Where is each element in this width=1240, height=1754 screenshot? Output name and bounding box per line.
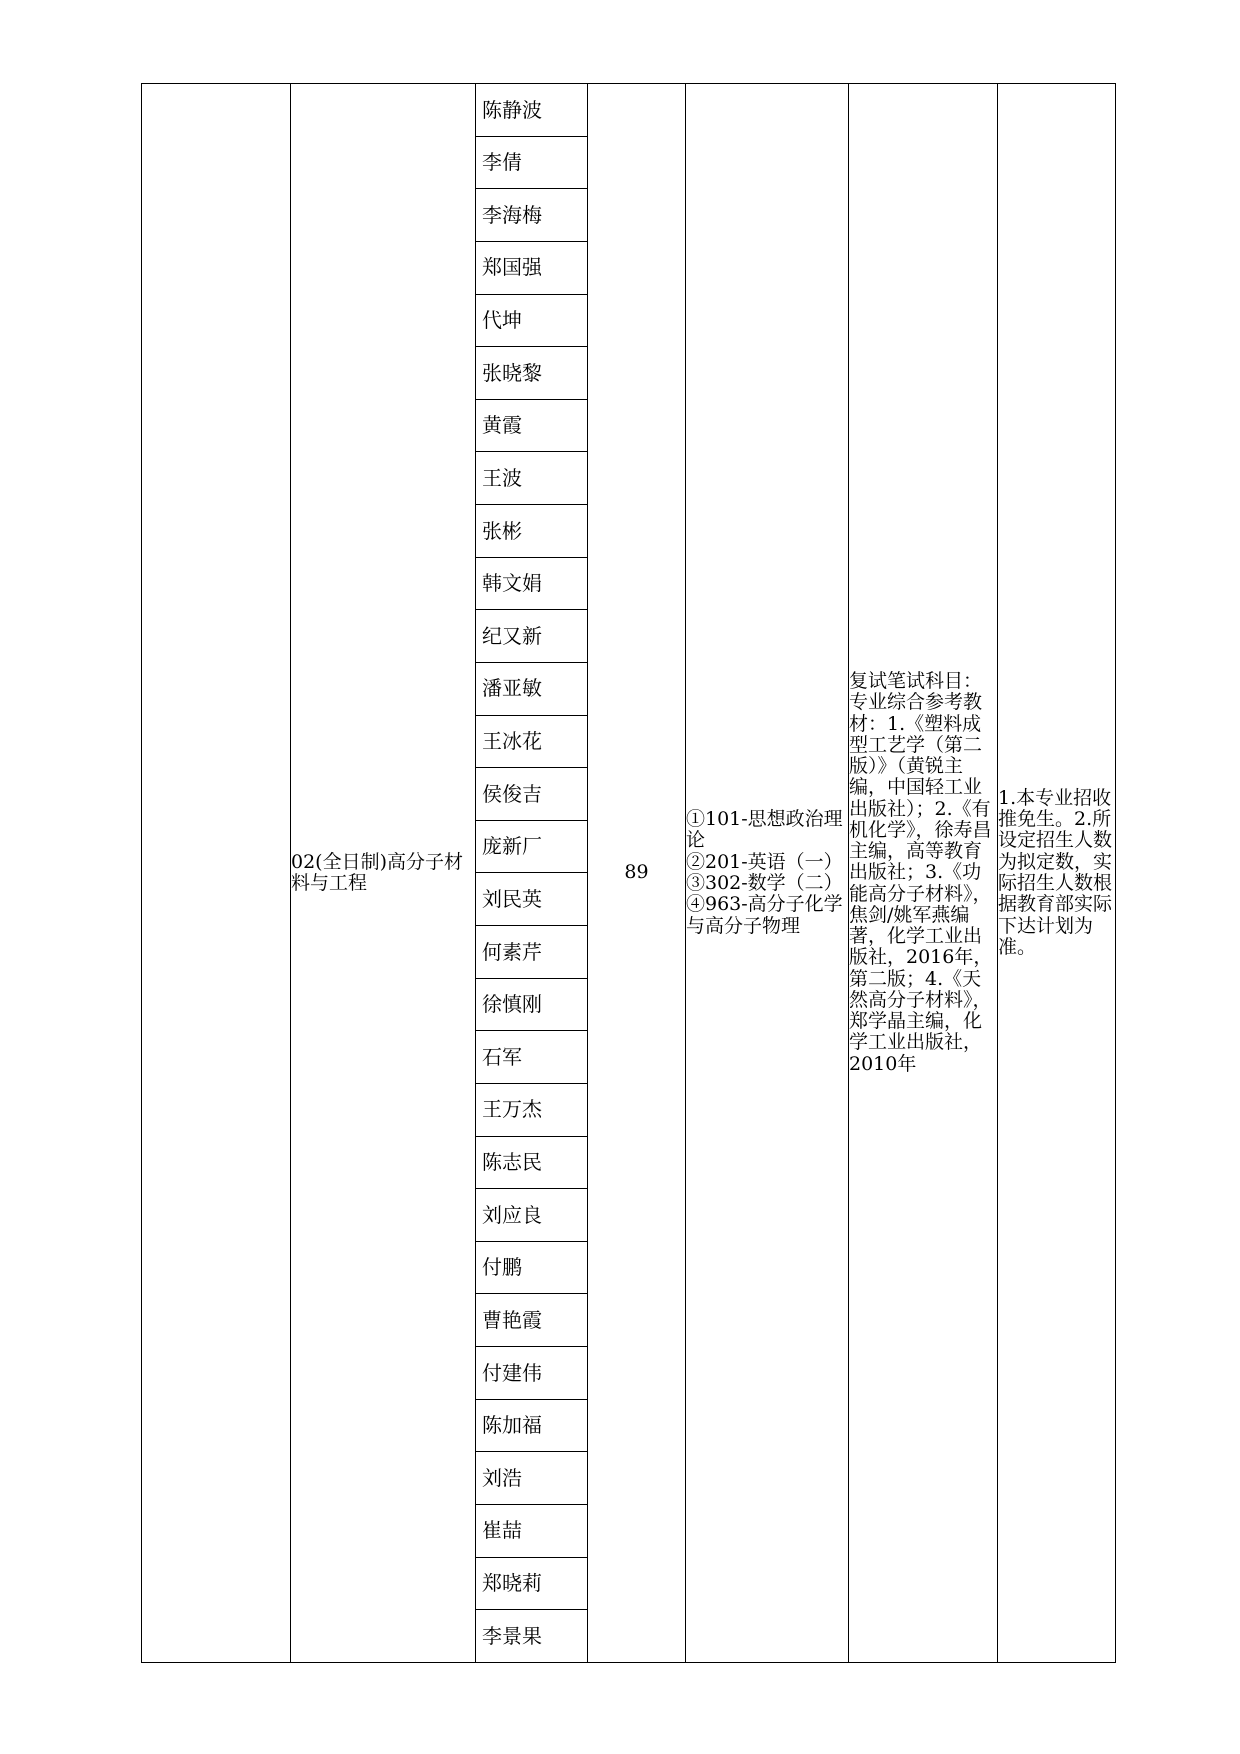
supervisor-row [476, 452, 587, 505]
supervisor-cell [476, 84, 588, 1663]
supervisor-row [476, 136, 587, 189]
supervisor-row [476, 1347, 587, 1400]
supervisor-row [476, 1189, 587, 1242]
supervisor-row [476, 926, 587, 979]
supervisor-row [476, 294, 587, 347]
supervisor-name: 王冰花 [476, 715, 587, 768]
supervisor-row [476, 610, 587, 663]
supervisor-row [476, 1294, 587, 1347]
supervisor-name: 韩文娟 [476, 557, 587, 610]
supervisor-name: 刘应良 [476, 1189, 587, 1242]
supervisor-name: 纪又新 [476, 610, 587, 663]
supervisor-name: 徐慎刚 [476, 978, 587, 1031]
supervisor-row [476, 505, 587, 558]
supervisor-name: 侯俊吉 [476, 768, 587, 821]
supervisor-row [476, 1504, 587, 1557]
supervisor-row [476, 768, 587, 821]
supervisor-row [476, 978, 587, 1031]
supervisor-row [476, 1610, 587, 1662]
supervisor-name: 陈静波 [476, 84, 587, 136]
supervisor-name: 崔喆 [476, 1504, 587, 1557]
supervisor-name: 李海梅 [476, 189, 587, 242]
supervisor-row [476, 1557, 587, 1610]
supervisor-name: 张彬 [476, 505, 587, 558]
retest-cell: 复试笔试科目：专业综合参考教材：1.《塑料成型工艺学（第二版）》（黄锐主编，中国轻工业出版社）；2.《有机化学》，徐寿昌主编，高等教育出版社；3.《功能高分子材料》，焦剑/姚军燕编著，化学工业出版社，2016年，第二版；4.《天然高分子材料》，郑学晶主编，化学工业出版社，2010年 [849, 84, 998, 1663]
supervisor-name: 陈加福 [476, 1399, 587, 1452]
supervisor-name: 付建伟 [476, 1347, 587, 1400]
supervisor-name: 何素芹 [476, 926, 587, 979]
supervisor-name: 石军 [476, 1031, 587, 1084]
exam-subject: ④963-高分子化学与高分子物理 [686, 893, 843, 937]
supervisor-name: 李倩 [476, 136, 587, 189]
supervisor-row [476, 189, 587, 242]
notes-cell: 1.本专业招收推免生。2.所设定招生人数为拟定数，实际招生人数根据教育部实际下达计划为准。 [998, 84, 1116, 1663]
exam-subject: ①101-思想政治理论 [686, 808, 843, 852]
supervisor-row [476, 1399, 587, 1452]
supervisor-row [476, 399, 587, 452]
supervisor-name: 张晓黎 [476, 347, 587, 400]
supervisor-row [476, 1031, 587, 1084]
supervisor-list [476, 84, 587, 1662]
supervisor-row [476, 1083, 587, 1136]
supervisor-name: 李景果 [482, 1623, 542, 1648]
supervisor-name: 刘浩 [476, 1452, 587, 1505]
supervisor-row [476, 820, 587, 873]
supervisor-name: 郑国强 [476, 241, 587, 294]
table-row [142, 84, 1116, 1663]
supervisor-row [476, 1241, 587, 1294]
supervisor-row [476, 84, 587, 136]
supervisor-row [476, 241, 587, 294]
supervisor-name: 庞新厂 [476, 820, 587, 873]
supervisor-row [476, 873, 587, 926]
supervisor-name: 郑晓莉 [476, 1557, 587, 1610]
supervisor-row [476, 1136, 587, 1189]
supervisor-name: 陈志民 [476, 1136, 587, 1189]
supervisor-row [476, 715, 587, 768]
admissions-table [141, 83, 1116, 1663]
exam-subject: ③302-数学（二） [686, 872, 843, 894]
supervisor-name: 刘民英 [476, 873, 587, 926]
research-direction-cell: 02(全日制)高分子材料与工程 [291, 84, 476, 1663]
supervisor-name: 代坤 [476, 294, 587, 347]
supervisor-name: 黄霞 [476, 399, 587, 452]
exam-subjects-cell [686, 84, 849, 1663]
supervisor-row [476, 1452, 587, 1505]
blank-cell [142, 84, 291, 1663]
supervisor-row [476, 347, 587, 400]
supervisor-name: 付鹏 [476, 1241, 587, 1294]
exam-subject: ②201-英语（一） [686, 850, 843, 873]
supervisor-name: 潘亚敏 [476, 662, 587, 715]
supervisor-name: 王波 [476, 452, 587, 505]
supervisor-row [476, 557, 587, 610]
supervisor-row [476, 662, 587, 715]
supervisor-name: 王万杰 [476, 1083, 587, 1136]
supervisor-name: 曹艳霞 [476, 1294, 587, 1347]
enrollment-count-cell: 89 [588, 84, 686, 1663]
